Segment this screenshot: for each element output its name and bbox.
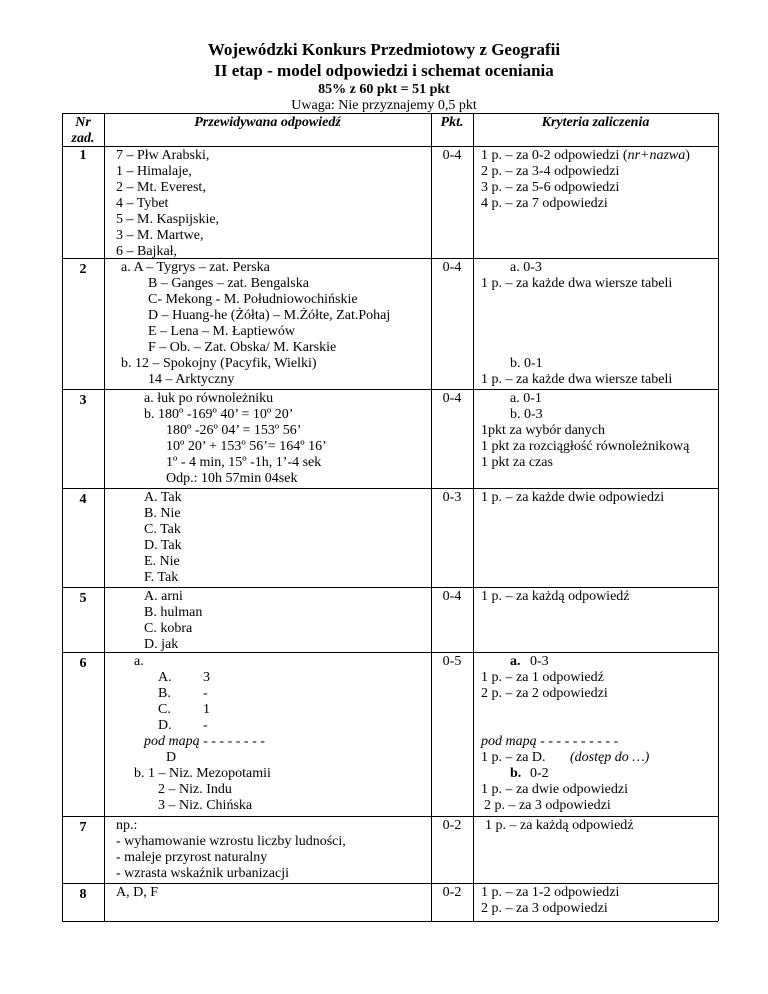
criteria-line: 2 p. – za 2 odpowiedzi xyxy=(481,686,608,701)
criteria-line: 0-3 xyxy=(530,654,549,669)
points-range: 0-2 xyxy=(442,885,462,900)
table-border-bottom xyxy=(62,921,718,922)
row-divider xyxy=(62,389,718,390)
answer-line: C- Mekong - M. Południowochińskie xyxy=(148,292,358,307)
document-subtitle: II etap - model odpowiedzi i schemat oceniania xyxy=(214,61,554,80)
criteria-line: 2 p. – za 3-4 odpowiedzi xyxy=(481,164,620,179)
criteria-line: a. 0-3 xyxy=(510,260,542,275)
answer-line: - wyhamowanie wzrostu liczby ludności, xyxy=(116,834,346,849)
task-number: 1 xyxy=(79,148,87,163)
answer-line: 180º -26º 04’ = 153º 56’ xyxy=(166,423,302,438)
points-range: 0-4 xyxy=(442,589,462,604)
answer-line: pod mapą - - - - - - - - xyxy=(144,734,265,749)
criteria-line: 1 p. – za każdą odpowiedź xyxy=(481,589,630,604)
answer-line: 6 – Bajkał, xyxy=(116,244,178,259)
answer-line: Odp.: 10h 57min 04sek xyxy=(166,471,298,486)
criteria-line: 1 p. – za każde dwa wiersze tabeli xyxy=(481,276,673,291)
criteria-line: 1 pkt za rozciągłość równoleżnikową xyxy=(481,439,690,454)
criteria-line: a. 0-1 xyxy=(510,391,542,406)
column-header-pkt: Pkt. xyxy=(440,115,464,130)
answer-line: D. jak xyxy=(144,637,179,652)
answer-line: 5 – M. Kaspijskie, xyxy=(116,212,220,227)
criteria-line: b. xyxy=(510,766,522,781)
answer-line: 14 – Arktyczny xyxy=(148,372,235,387)
answer-line: E – Lena – M. Łaptiewów xyxy=(148,324,295,339)
answer-line: 10º 20’ + 153º 56’= 164º 16’ xyxy=(166,439,327,454)
task-number: 2 xyxy=(79,262,87,277)
answer-line: F – Ob. – Zat. Obska/ M. Karskie xyxy=(148,340,337,355)
answer-line: D – Huang-he (Żółta) – M.Żółte, Zat.Pohaj xyxy=(148,308,391,323)
criteria-line: 1 pkt za czas xyxy=(481,455,553,470)
task-number: 8 xyxy=(79,887,87,902)
answer-line: a. łuk po równoleżniku xyxy=(144,391,274,406)
criteria-line: 1 p. – za 0-2 odpowiedzi (nr+nazwa) xyxy=(481,148,690,163)
answer-line: A. Tak xyxy=(144,490,182,505)
criteria-line: 2 p. – za 3 odpowiedzi xyxy=(481,901,608,916)
task-number: 3 xyxy=(79,393,87,408)
table-border-top xyxy=(62,113,718,114)
table-border-right xyxy=(718,113,719,921)
answer-line: b. 180º -169º 40’ = 10º 20’ xyxy=(144,407,294,422)
points-range: 0-2 xyxy=(442,818,462,833)
criteria-line: 1 p. – za każdą odpowiedź xyxy=(485,818,634,833)
task-number: 4 xyxy=(79,492,87,507)
row-divider xyxy=(62,587,718,588)
row-divider xyxy=(62,488,718,489)
criteria-line: 1 p. – za każde dwie odpowiedzi xyxy=(481,490,665,505)
answer-line: 1º - 4 min, 15º -1h, 1’-4 sek xyxy=(166,455,322,470)
row-divider xyxy=(62,816,718,817)
points-range: 0-4 xyxy=(442,260,462,275)
answer-line: 2 – Niz. Indu xyxy=(158,782,232,797)
answer-line: A, D, F xyxy=(116,885,159,900)
task-number: 7 xyxy=(79,820,87,835)
answer-line: F. Tak xyxy=(144,570,179,585)
table-border-left xyxy=(62,113,63,921)
answer-line: D. Tak xyxy=(144,538,182,553)
criteria-line: 0-2 xyxy=(530,766,549,781)
answer-line: C. kobra xyxy=(144,621,193,636)
answer-line: 3 xyxy=(203,670,210,685)
answer-line: D. xyxy=(158,718,172,733)
criteria-line: 1 p. – za dwie odpowiedzi xyxy=(481,782,628,797)
document-title: Wojewódzki Konkurs Przedmiotowy z Geografii xyxy=(207,40,561,59)
answer-line: b. 1 – Niz. Mezopotamii xyxy=(134,766,271,781)
column-header-nr-line2: zad. xyxy=(71,131,95,146)
answer-line: 3 – M. Martwe, xyxy=(116,228,204,243)
answer-line: 3 – Niz. Chińska xyxy=(158,798,253,813)
answer-line: C. xyxy=(158,702,171,717)
answer-line: 1 – Himalaje, xyxy=(116,164,192,179)
criteria-line: 4 p. – za 7 odpowiedzi xyxy=(481,196,608,211)
points-range: 0-5 xyxy=(442,654,462,669)
criteria-line: 2 p. – za 3 odpowiedzi xyxy=(484,798,611,813)
row-divider xyxy=(62,883,718,884)
header-row-divider xyxy=(62,146,718,147)
points-range: 0-4 xyxy=(442,391,462,406)
table-divider-nr xyxy=(104,113,105,921)
answer-line: E. Nie xyxy=(144,554,180,569)
criteria-line: b. 0-1 xyxy=(510,356,543,371)
points-range: 0-3 xyxy=(442,490,462,505)
answer-line: A. xyxy=(158,670,172,685)
answer-line: 1 xyxy=(203,702,210,717)
criteria-line: (dostęp do …) xyxy=(570,750,650,765)
answer-line: D xyxy=(166,750,177,765)
answer-line: B. Nie xyxy=(144,506,181,521)
answer-line: np.: xyxy=(116,818,138,833)
scoring-note: Uwaga: Nie przyznajemy 0,5 pkt xyxy=(291,98,477,113)
column-header-criteria: Kryteria zaliczenia xyxy=(541,115,650,130)
answer-line: 7 – Płw Arabski, xyxy=(116,148,210,163)
table-divider-answer xyxy=(431,113,432,921)
answer-line: - xyxy=(203,718,208,733)
answer-line: - wzrasta wskaźnik urbanizacji xyxy=(116,866,289,881)
table-divider-pkt xyxy=(473,113,474,921)
criteria-line: 1pkt za wybór danych xyxy=(481,423,606,438)
points-threshold: 85% z 60 pkt = 51 pkt xyxy=(318,82,450,97)
answer-line: B. hulman xyxy=(144,605,203,620)
task-number: 6 xyxy=(79,656,87,671)
criteria-line: b. 0-3 xyxy=(510,407,543,422)
answer-line: - maleje przyrost naturalny xyxy=(116,850,268,865)
criteria-line: 1 p. – za D. xyxy=(481,750,546,765)
answer-line: C. Tak xyxy=(144,522,181,537)
criteria-line: 1 p. – za 1 odpowiedź xyxy=(481,670,604,685)
answer-line: a. xyxy=(134,654,144,669)
criteria-line: 1 p. – za każde dwa wiersze tabeli xyxy=(481,372,673,387)
column-header-nr: Nr xyxy=(75,115,91,130)
answer-line: A. arni xyxy=(144,589,183,604)
answer-line: 4 – Tybet xyxy=(116,196,169,211)
answer-line: B – Ganges – zat. Bengalska xyxy=(148,276,309,291)
criteria-line: pod mapą - - - - - - - - - - xyxy=(481,734,619,749)
task-number: 5 xyxy=(79,591,87,606)
answer-line: 2 – Mt. Everest, xyxy=(116,180,206,195)
answer-line: a. A – Tygrys – zat. Perska xyxy=(121,260,270,275)
criteria-line: 1 p. – za 1-2 odpowiedzi xyxy=(481,885,620,900)
criteria-line: 3 p. – za 5-6 odpowiedzi xyxy=(481,180,620,195)
answer-line: b. 12 – Spokojny (Pacyfik, Wielki) xyxy=(121,356,317,371)
answer-line: - xyxy=(203,686,208,701)
points-range: 0-4 xyxy=(442,148,462,163)
answer-line: B. xyxy=(158,686,171,701)
criteria-line: a. xyxy=(510,654,521,669)
column-header-answer: Przewidywana odpowiedź xyxy=(194,115,341,130)
